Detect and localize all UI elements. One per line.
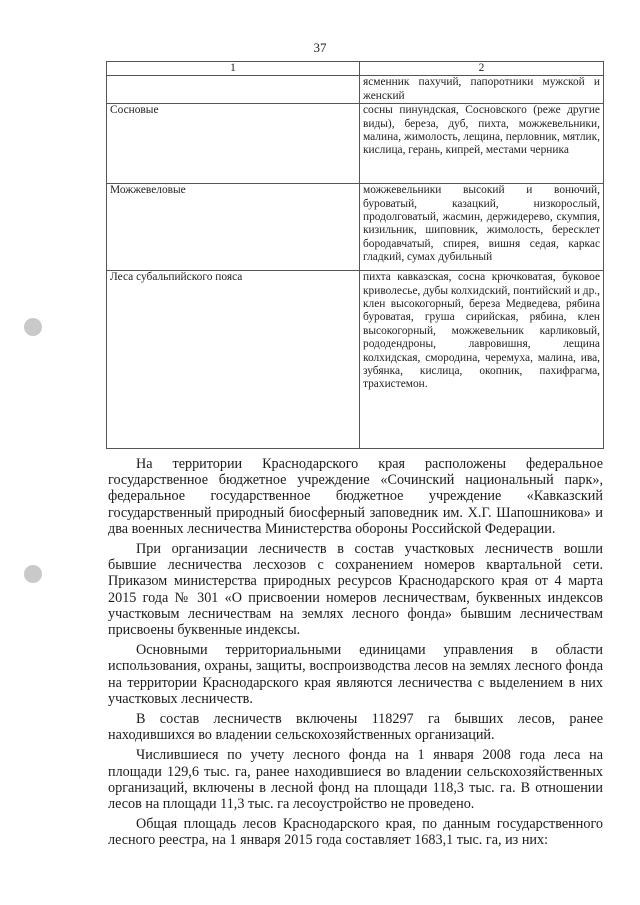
paragraph: Числившиеся по учету лесного фонда на 1 января 2008 года леса на площади 129,6 тыс. га, ранее находившиеся во владении сельскохозяйственных организаций, включены в лесной фонд на площади 118,3 тыс. га. В отношении лесов на площади 11,3 тыс. га лесоустройство не проведено. (108, 747, 603, 813)
column-header: 2 (360, 62, 604, 76)
table-row (107, 184, 604, 271)
species-cell: можжевельники высокий и вонючий, буроватый, казацкий, низкорослый, продолговатый, жасмин, держидерево, скумпия, кизильник, шиповник, жимолость, бересклет бородавчатый, спирея, вишня седая, каркас гладкий, сумах дубильный (360, 184, 604, 271)
species-cell: ясменник пахучий, папоротники мужской и женский (360, 76, 604, 104)
binder-hole-icon (24, 318, 42, 336)
paragraph: На территории Краснодарского края расположены федеральное государственное бюджетное учреждение «Сочинский национальный парк», федеральное государственное бюджетное учреждение «Кавказский государственный природный биосферный заповедник им. Х.Г. Шапошникова» и два военных лесничества Министерства обороны Российской Федерации. (108, 456, 603, 537)
table-row (107, 104, 604, 184)
column-header: 1 (107, 62, 360, 76)
table-row (107, 271, 604, 449)
body-text (108, 456, 603, 853)
paragraph: Основными территориальными единицами управления в области использования, охраны, защиты, воспроизводства лесов на землях лесного фонда на территории Краснодарского края являются лесничества с выделением в них участковых лесничеств. (108, 642, 603, 707)
binder-hole-icon (24, 565, 42, 583)
vegetation-table (106, 61, 604, 449)
forest-type-cell: Можжевеловые (107, 184, 360, 271)
paragraph: В состав лесничеств включены 118297 га бывших лесов, ранее находившихся во владении сельскохозяйственных организаций. (108, 711, 603, 744)
forest-type-cell: Сосновые (107, 104, 360, 184)
paragraph: Общая площадь лесов Краснодарского края, по данным государственного лесного реестра, на 1 января 2015 года составляет 1683,1 тыс. га, из них: (108, 816, 603, 849)
paragraph: При организации лесничеств в состав участковых лесничеств вошли бывшие лесничества лесхозов с сохранением номеров квартальной сети. Приказом министерства природных ресурсов Краснодарского края от 4 марта 2015 года № 301 «О присвоении номеров лесничествам, буквенных индексов участковым лесничествам на землях лесного фонда» бывшим лесничествам присвоены буквенные индексы. (108, 541, 603, 639)
table-header-row (107, 62, 604, 76)
forest-type-cell (107, 76, 360, 104)
table-row (107, 76, 604, 104)
forest-type-cell: Леса субальпийского пояса (107, 271, 360, 449)
species-cell: пихта кавказская, сосна крючковатая, буковое криволесье, дубы колхидский, понтийский и др., клен высокогорный, береза Медведева, рябина буроватая, груша сирийская, рябина, клен высокогорный, можжевельник карликовый, рододендроны, лавровишня, лещина колхидская, смородина, черемуха, малина, ива, зубянка, кислица, окопник, пахифрагма, трахистемон. (360, 271, 604, 449)
species-cell: сосны пинундская, Сосновского (реже другие виды), береза, дуб, пихта, можжевельники, малина, жимолость, лещина, перловник, мятлик, кислица, герань, кипрей, местами черника (360, 104, 604, 184)
page-number: 37 (313, 40, 327, 55)
